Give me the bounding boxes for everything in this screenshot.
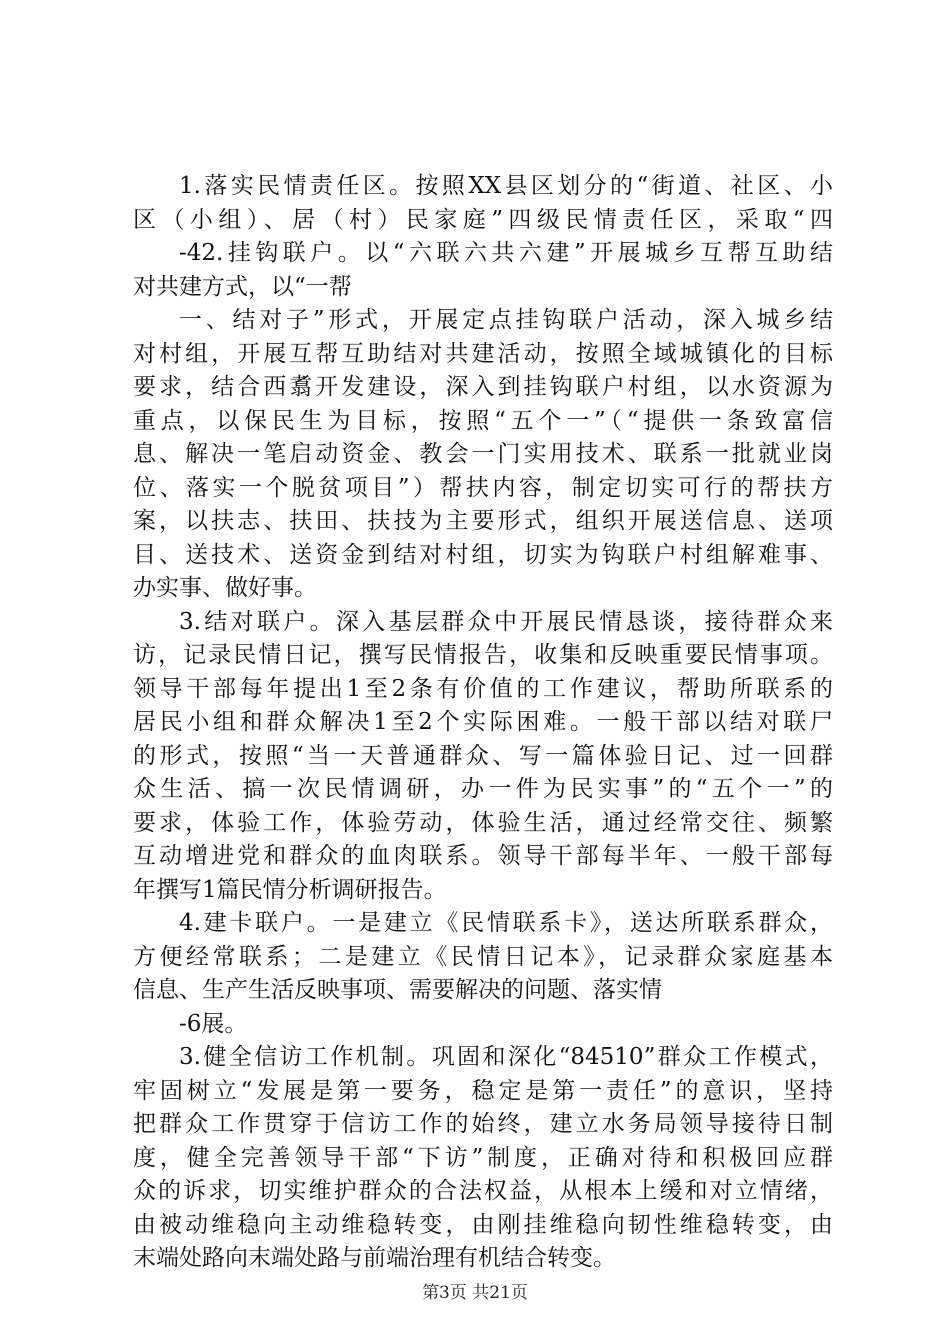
text-line: 办实事、做好事。 [133,575,317,601]
text-line: 案，以扶志、扶田、扶技为主要形式，组织开展送信息、送项 [133,508,833,534]
text-line: 互动增进党和群众的血肉联系。领导干部每半年、一般干部每 [133,843,833,869]
text-line: 对共建方式，以“一帮 [133,273,352,300]
text-line: 4.建卡联户。一是建立《民情联系卡》，送达所联系群众， [179,910,833,936]
text-line: 众生活、搞一次民情调研，办一件为民实事”的“五个一”的 [133,776,833,802]
text-line: 位、落实一个脱贫项目”）帮扶内容，制定切实可行的帮扶方 [133,474,833,501]
text-line: 一、结对子”形式，开展定点挂钩联户活动，深入城乡结 [179,307,833,333]
text-line: 目、送技术、送资金到结对村组，切实为钩联户村组解难事、 [133,541,833,568]
text-line: 3.结对联户。深入基层群众中开展民情恳谈，接待群众来 [179,608,833,635]
text-line: 的形式，按照“当一天普通群众、写一篇体验日记、过一回群 [133,742,833,769]
text-line: 方便经常联系；二是建立《民情日记本》，记录群众家庭基本 [133,943,833,970]
text-line: 众的诉求，切实维护群众的合法权益，从根本上缓和对立情绪， [133,1178,833,1204]
text-line: 领导干部每年提出1至2条有价值的工作建议，帮助所联系的 [133,675,833,702]
text-line: 要求，体验工作，体验劳动，体验生活，通过经常交往、频繁 [133,809,833,836]
text-line: 3.健全信访工作机制。巩固和深化“84510”群众工作模式， [179,1044,833,1070]
text-line: 年撰写1篇民情分析调研报告。 [133,876,447,903]
text-line: 访，记录民情日记，撰写民情报告，收集和反映重要民情事项。 [133,642,833,668]
document-body [133,170,833,1276]
text-line: -6展。 [179,1010,248,1037]
text-line: 度，健全完善领导干部“下访”制度，正确对待和积极回应群 [133,1144,833,1171]
text-line: 由被动维稳向主动维稳转变，由刚挂维稳向韧性维稳转变，由 [133,1211,833,1238]
page-footer: 第3页 共21页 [422,1283,528,1303]
text-line: 把群众工作贯穿于信访工作的始终，建立水务局领导接待日制 [133,1111,833,1137]
text-line: 区（小组）、居（村）民家庭”四级民情责任区，采取“四 [133,206,833,233]
text-line: 重点，以保民生为目标，按照“五个一”（“提供一条致富信 [133,407,833,434]
text-line: 息、解决一笔启动资金、教会一门实用技术、联系一批就业岗 [133,441,833,467]
text-line: 末端处路向末端处路与前端治理有机结合转变。 [133,1245,616,1271]
text-line: 1.落实民情责任区。按照XX县区划分的“街道、社区、小 [179,173,833,199]
text-line: -42.挂钩联户。以“六联六共六建”开展城乡互帮互助结 [179,240,833,266]
text-line: 对村组，开展互帮互助结对共建活动，按照全域城镇化的目标 [133,340,833,367]
text-line: 信息、生产生活反映事项、需要解决的问题、落实情 [133,977,662,1003]
text-line: 要求，结合西翥开发建设，深入到挂钩联户村组，以水资源为 [133,374,833,400]
text-line: 牢固树立“发展是第一要务，稳定是第一责任”的意识，坚持 [133,1077,833,1104]
text-line: 居民小组和群众解决1至2个实际困难。一般干部以结对联尸 [133,709,833,735]
